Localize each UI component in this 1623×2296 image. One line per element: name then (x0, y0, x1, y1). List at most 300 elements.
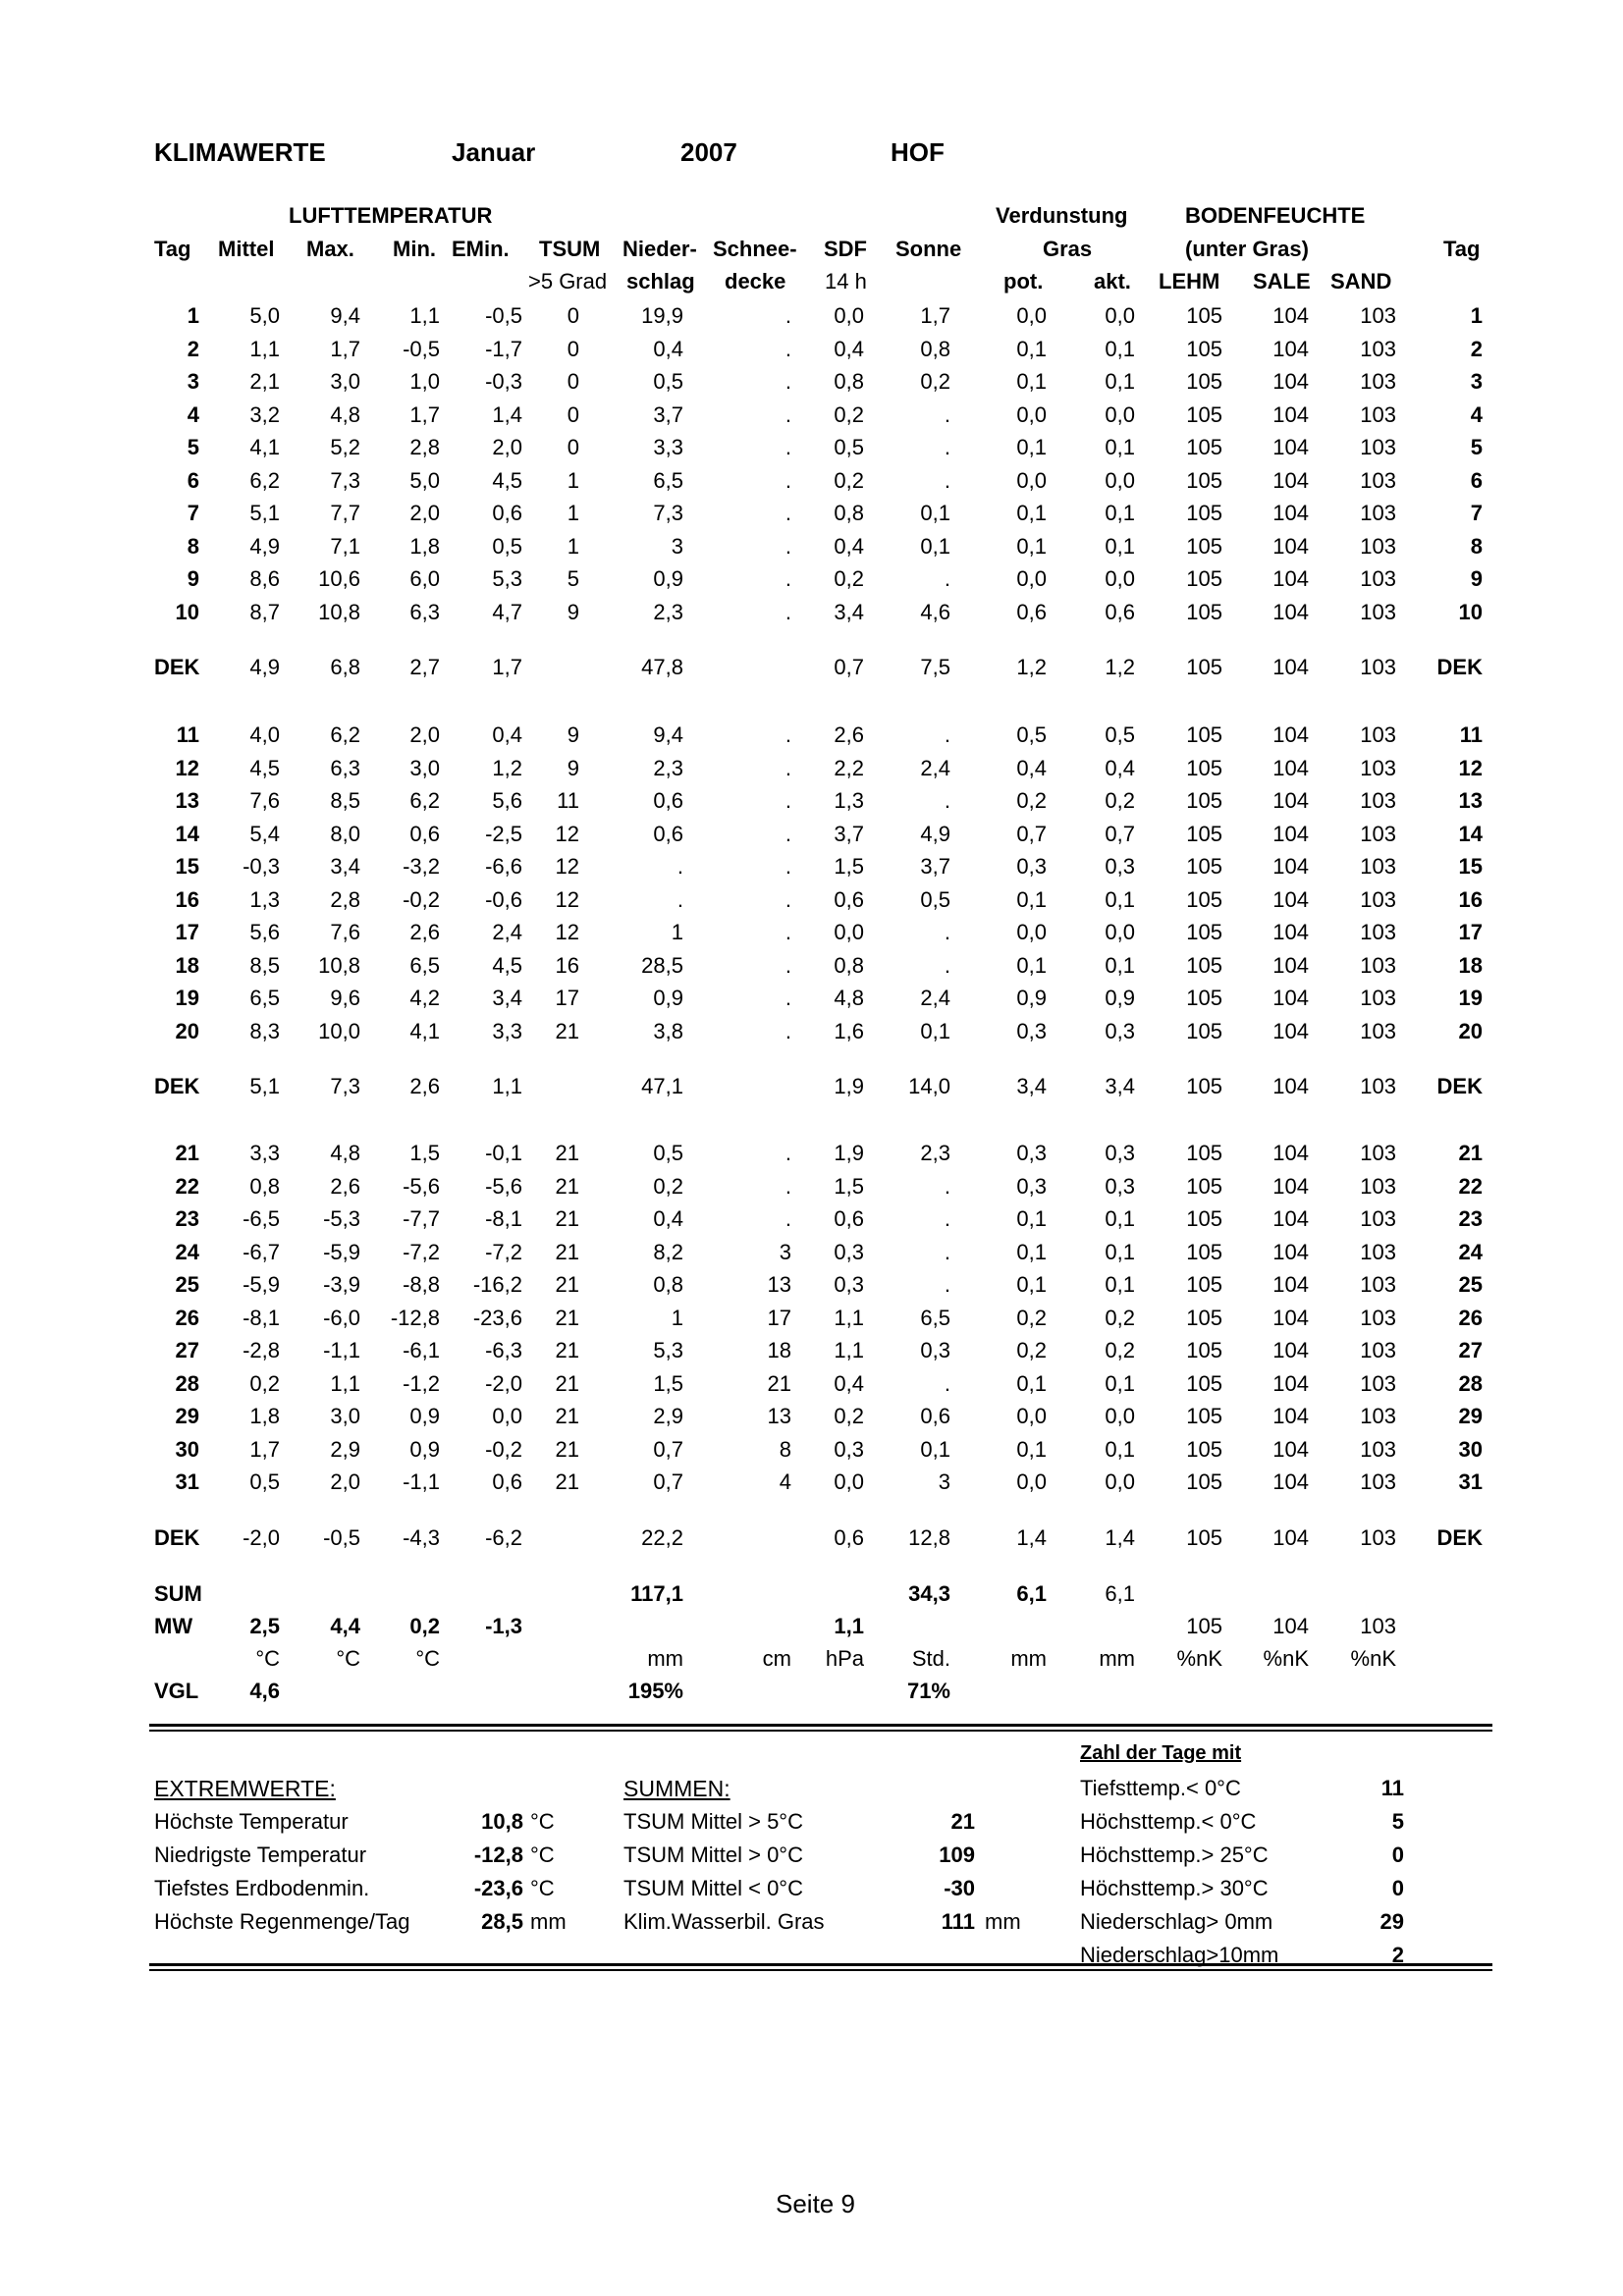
table-cell: 105 (1186, 1141, 1222, 1165)
table-cell: 0,0 (1105, 467, 1135, 493)
table-cell: 11 (557, 788, 579, 813)
table-cell: 8 (779, 1436, 791, 1462)
table-cell: 2,0 (409, 501, 440, 525)
table-cell: 0,6 (653, 788, 683, 813)
table-cell: 21 (555, 1141, 579, 1165)
table-cell: 105 (1186, 1370, 1222, 1396)
table-cell: 9,4 (653, 722, 683, 747)
table-cell: 103 (1360, 401, 1396, 427)
table-cell: . (784, 1173, 791, 1199)
table-cell: 104 (1272, 501, 1309, 525)
row-label-right: 6 (1470, 467, 1483, 493)
table-cell: 1,1 (409, 303, 440, 328)
table-cell: 9 (567, 722, 579, 747)
table-cell: 6,8 (330, 655, 360, 679)
table-cell: 103 (1360, 1614, 1396, 1638)
zahl-der-tage-label: Tiefsttemp.< 0°C (1080, 1776, 1241, 1800)
table-cell: -0,5 (485, 303, 522, 328)
row-label: 28 (175, 1370, 199, 1396)
table-cell: 1 (671, 920, 683, 944)
table-cell: 2,1 (249, 369, 280, 394)
table-cell: . (944, 435, 950, 459)
table-cell: -0,1 (485, 1141, 522, 1165)
report-title: KLIMAWERTE (154, 137, 326, 167)
table-cell: 1 (567, 501, 579, 525)
table-cell: 0,2 (1105, 788, 1135, 813)
table-cell: 0,7 (1105, 821, 1135, 846)
table-cell: cm (762, 1646, 791, 1671)
table-cell: -1,1 (323, 1338, 360, 1362)
table-cell: 104 (1272, 467, 1309, 493)
table-cell: 0,1 (1016, 1206, 1047, 1231)
table-cell: . (944, 467, 950, 493)
table-cell: 0,3 (834, 1436, 864, 1462)
table-cell: 4,9 (920, 821, 950, 846)
table-cell: 2,2 (834, 755, 864, 780)
table-cell: 2,7 (409, 655, 440, 679)
table-cell: 104 (1272, 599, 1309, 624)
table-cell: 2,3 (920, 1141, 950, 1165)
table-cell: 0,0 (1016, 401, 1047, 427)
column-header-label: Min. (393, 237, 436, 261)
table-cell: 3,4 (1105, 1074, 1135, 1098)
table-cell: 3,0 (409, 755, 440, 780)
table-cell: -2,8 (243, 1338, 280, 1362)
row-label: 11 (176, 722, 199, 747)
table-cell: 6,2 (409, 788, 440, 813)
table-cell: 105 (1186, 1525, 1222, 1550)
row-label-right: 22 (1458, 1173, 1483, 1199)
column-header-label: Nieder- (622, 237, 697, 261)
row-label-right: 15 (1458, 854, 1483, 879)
row-label-right: 10 (1458, 599, 1483, 624)
table-cell: 0,0 (834, 303, 864, 328)
table-cell: 0,6 (920, 1404, 950, 1428)
table-cell: 0,0 (834, 1469, 864, 1494)
table-cell: . (784, 435, 791, 459)
extremwerte-label: Niedrigste Temperatur (154, 1842, 367, 1867)
row-label-right: 21 (1458, 1141, 1483, 1165)
table-cell: 0,8 (834, 952, 864, 978)
table-cell: 4,1 (249, 435, 280, 459)
table-cell: . (784, 788, 791, 813)
table-cell: 0,4 (653, 336, 683, 361)
table-cell: 2,9 (330, 1436, 360, 1462)
table-cell: 1,4 (492, 401, 522, 427)
table-cell: 13 (767, 1404, 791, 1428)
table-cell: . (676, 854, 683, 879)
table-cell: 19,9 (641, 303, 683, 328)
table-cell: 0,0 (1016, 467, 1047, 493)
table-cell: 2,6 (409, 1074, 440, 1098)
table-cell: 3,3 (249, 1141, 280, 1165)
table-cell: 6,5 (653, 467, 683, 493)
table-cell: -6,1 (403, 1338, 440, 1362)
row-label-right: 14 (1458, 821, 1483, 846)
table-cell: 105 (1186, 303, 1222, 328)
row-label-right: 8 (1470, 533, 1483, 559)
table-cell: 104 (1272, 1614, 1309, 1638)
table-cell: Std. (911, 1646, 950, 1671)
column-subheader-label: SALE (1253, 269, 1311, 294)
table-cell: 0,1 (1016, 1239, 1047, 1264)
table-cell: 103 (1360, 566, 1396, 591)
table-cell: 2,0 (492, 435, 522, 459)
table-cell: 0,6 (1105, 599, 1135, 624)
column-header-label: EMin. (452, 237, 510, 261)
table-cell: 7,1 (330, 533, 360, 559)
table-cell: 0,1 (1105, 1239, 1135, 1264)
table-cell: 0,6 (492, 1469, 522, 1494)
table-cell: 0 (567, 435, 579, 459)
table-cell: 103 (1360, 788, 1396, 813)
table-cell: 2,5 (249, 1614, 280, 1638)
report-year: 2007 (680, 137, 737, 167)
table-cell: -16,2 (472, 1272, 522, 1297)
table-cell: 4 (779, 1469, 791, 1494)
table-cell: . (784, 401, 791, 427)
table-cell: 104 (1272, 788, 1309, 813)
table-cell: 0,2 (249, 1370, 280, 1396)
table-cell: 103 (1360, 336, 1396, 361)
summen-value: -30 (944, 1876, 975, 1900)
row-label-right: 7 (1470, 501, 1483, 525)
table-cell: 0,1 (1105, 369, 1135, 394)
table-cell: 12 (555, 886, 579, 912)
table-cell: . (784, 599, 791, 624)
table-cell: 0,1 (920, 501, 950, 525)
table-cell: 4,9 (249, 655, 280, 679)
table-cell: . (784, 303, 791, 328)
table-cell: 0,1 (1016, 952, 1047, 978)
table-cell: 0,2 (834, 467, 864, 493)
table-cell: . (944, 566, 950, 591)
table-cell: 21 (555, 1206, 579, 1231)
table-cell: 103 (1360, 1305, 1396, 1330)
table-cell: 104 (1272, 1305, 1309, 1330)
zahl-der-tage-value: 0 (1391, 1876, 1404, 1900)
table-cell: 4,5 (492, 467, 522, 493)
table-cell: mm (647, 1646, 683, 1671)
row-label: 23 (175, 1206, 199, 1231)
table-cell: 104 (1272, 303, 1309, 328)
table-cell: 0,1 (1105, 886, 1135, 912)
table-cell: 21 (555, 1272, 579, 1297)
col-group-header: Verdunstung (996, 203, 1128, 228)
extremwerte-value: -23,6 (473, 1876, 523, 1900)
table-cell: 104 (1272, 854, 1309, 879)
table-cell: 0,4 (834, 336, 864, 361)
table-cell: 3,3 (653, 435, 683, 459)
table-cell: -7,2 (485, 1239, 522, 1264)
table-cell: 1,6 (834, 1018, 864, 1043)
table-cell: 0,0 (492, 1404, 522, 1428)
table-cell: 103 (1360, 599, 1396, 624)
table-cell: 4,4 (330, 1614, 360, 1638)
table-cell: 2,0 (409, 722, 440, 747)
table-cell: 21 (555, 1404, 579, 1428)
table-cell: 104 (1272, 1525, 1309, 1550)
table-cell: 103 (1360, 467, 1396, 493)
row-label: 16 (175, 886, 199, 912)
table-cell: 8,5 (330, 788, 360, 813)
table-cell: 0,2 (1016, 788, 1047, 813)
table-cell: -5,9 (323, 1239, 360, 1264)
row-label-right: 23 (1458, 1206, 1483, 1231)
table-cell: 4,9 (249, 533, 280, 559)
row-label: 26 (175, 1305, 199, 1330)
table-cell: 8,6 (249, 566, 280, 591)
table-cell: 104 (1272, 401, 1309, 427)
table-cell: 105 (1186, 788, 1222, 813)
table-cell: -5,6 (485, 1173, 522, 1199)
table-cell: . (784, 986, 791, 1010)
table-cell: 0,1 (1016, 1436, 1047, 1462)
row-label: MW (154, 1614, 193, 1638)
table-cell: . (676, 886, 683, 912)
summen-value: 109 (939, 1842, 975, 1867)
table-cell: 5 (567, 566, 579, 591)
table-cell: -8,8 (403, 1272, 440, 1297)
table-cell: 2,4 (492, 920, 522, 944)
table-cell: 0,3 (1105, 854, 1135, 879)
table-cell: 103 (1360, 1018, 1396, 1043)
table-cell: 0,1 (1016, 1370, 1047, 1396)
table-cell: 5,3 (653, 1338, 683, 1362)
table-cell: °C (255, 1646, 280, 1671)
table-cell: 0 (567, 303, 579, 328)
table-cell: 0,1 (1105, 1272, 1135, 1297)
table-cell: . (784, 533, 791, 559)
summen-value: 111 (941, 1909, 975, 1934)
row-label: 30 (175, 1436, 199, 1462)
table-cell: 4,5 (492, 952, 522, 978)
column-header-label: TSUM (539, 237, 601, 261)
table-cell: 2,6 (409, 920, 440, 944)
row-label: 20 (175, 1018, 199, 1043)
col-group-header: LUFTTEMPERATUR (289, 203, 493, 228)
table-cell: 9,6 (330, 986, 360, 1010)
table-cell: . (784, 920, 791, 944)
table-cell: 105 (1186, 1206, 1222, 1231)
table-cell: 1,2 (1016, 655, 1047, 679)
extremwerte-label: Höchste Regenmenge/Tag (154, 1909, 410, 1934)
summen-unit: mm (985, 1909, 1021, 1934)
table-cell: 0,6 (1016, 599, 1047, 624)
table-cell: 0,1 (1105, 952, 1135, 978)
table-cell: 0,1 (1105, 533, 1135, 559)
row-label-right: 26 (1458, 1305, 1483, 1330)
table-cell: 104 (1272, 722, 1309, 747)
table-cell: 105 (1186, 1436, 1222, 1462)
table-cell: 0,2 (1105, 1305, 1135, 1330)
table-cell: 0,5 (920, 886, 950, 912)
row-label-right: 31 (1458, 1469, 1483, 1494)
table-cell: 7,7 (330, 501, 360, 525)
table-cell: . (944, 788, 950, 813)
table-cell: 0,9 (409, 1404, 440, 1428)
row-label: 2 (187, 336, 199, 361)
table-cell: . (784, 886, 791, 912)
column-subheader-label: SAND (1330, 269, 1392, 294)
table-cell: 0,9 (1105, 986, 1135, 1010)
extremwerte-unit: °C (530, 1842, 555, 1867)
table-cell: 105 (1186, 599, 1222, 624)
table-cell: 1 (567, 533, 579, 559)
extremwerte-value: 28,5 (481, 1909, 523, 1934)
table-cell: 3,8 (653, 1018, 683, 1043)
table-cell: 2,0 (330, 1469, 360, 1494)
table-cell: 3,4 (492, 986, 522, 1010)
table-cell: . (944, 401, 950, 427)
zahl-der-tage-label: Höchsttemp.> 30°C (1080, 1876, 1269, 1900)
table-cell: 0,1 (1105, 1436, 1135, 1462)
zahl-der-tage-label: Höchsttemp.< 0°C (1080, 1809, 1257, 1834)
zahl-der-tage-value: 29 (1380, 1909, 1404, 1934)
table-cell: 103 (1360, 821, 1396, 846)
table-cell: 0,1 (1105, 1370, 1135, 1396)
table-cell: 21 (767, 1370, 791, 1396)
table-cell: 0,1 (1016, 336, 1047, 361)
table-cell: 1,5 (409, 1141, 440, 1165)
table-cell: 5,3 (492, 566, 522, 591)
row-label: 4 (187, 401, 199, 427)
table-cell: 1 (671, 1305, 683, 1330)
table-cell: -0,5 (403, 336, 440, 361)
zahl-der-tage-value: 0 (1391, 1842, 1404, 1867)
table-cell: 0,3 (1105, 1173, 1135, 1199)
table-cell: 5,0 (249, 303, 280, 328)
table-cell: 0,5 (834, 435, 864, 459)
table-cell: 0,6 (653, 821, 683, 846)
table-cell: 9 (567, 755, 579, 780)
table-cell: -12,8 (390, 1305, 440, 1330)
table-cell: 0,1 (1105, 336, 1135, 361)
row-label-right: 19 (1458, 986, 1483, 1010)
table-cell: 0,4 (492, 722, 522, 747)
table-cell: 6,1 (1105, 1581, 1135, 1606)
row-label: 18 (175, 952, 199, 978)
table-cell: 105 (1186, 566, 1222, 591)
table-cell: 34,3 (908, 1581, 950, 1606)
table-cell: 6,3 (330, 755, 360, 780)
table-cell: 4,1 (409, 1018, 440, 1043)
table-cell: 8,0 (330, 821, 360, 846)
table-cell: 71% (906, 1679, 950, 1703)
extremwerte-value: 10,8 (481, 1809, 523, 1834)
table-cell: 6,2 (249, 467, 280, 493)
table-cell: 13 (767, 1272, 791, 1297)
row-label-right: DEK (1436, 1074, 1483, 1098)
table-cell: -5,6 (403, 1173, 440, 1199)
column-subheader-label: >5 Grad (528, 269, 608, 294)
table-cell: 103 (1360, 303, 1396, 328)
table-cell: 0 (567, 401, 579, 427)
table-cell: °C (415, 1646, 440, 1671)
table-cell: 3,2 (249, 401, 280, 427)
table-cell: 16 (555, 952, 579, 978)
zahl-der-tage-label: Niederschlag> 0mm (1080, 1909, 1273, 1934)
table-cell: 104 (1272, 1469, 1309, 1494)
table-cell: -0,5 (323, 1525, 360, 1550)
table-cell: 28,5 (641, 952, 683, 978)
table-cell: -6,6 (485, 854, 522, 879)
table-cell: 18 (767, 1338, 791, 1362)
table-cell: 104 (1272, 1141, 1309, 1165)
table-cell: 105 (1186, 1018, 1222, 1043)
table-cell: 1,4 (1016, 1525, 1047, 1550)
table-cell: 195% (627, 1679, 683, 1703)
row-label: 8 (187, 533, 199, 559)
extremwerte-label: Tiefstes Erdbodenmin. (154, 1876, 370, 1900)
row-label: 21 (175, 1141, 199, 1165)
row-label-right: 3 (1470, 369, 1483, 394)
table-cell: 105 (1186, 854, 1222, 879)
table-cell: 103 (1360, 722, 1396, 747)
table-cell: 0,4 (834, 533, 864, 559)
table-cell: 21 (555, 1305, 579, 1330)
table-cell: -0,6 (485, 886, 522, 912)
table-cell: 0,2 (409, 1614, 440, 1638)
page-number: Seite 9 (776, 2189, 855, 2218)
column-header-label: Schnee- (713, 237, 797, 261)
row-label: 1 (187, 303, 199, 328)
table-cell: hPa (825, 1646, 864, 1671)
table-cell: 0,2 (653, 1173, 683, 1199)
table-cell: 7,3 (330, 1074, 360, 1098)
table-cell: 105 (1186, 1338, 1222, 1362)
table-cell: 103 (1360, 655, 1396, 679)
table-cell: 105 (1186, 369, 1222, 394)
table-cell: 104 (1272, 533, 1309, 559)
table-cell: %nK (1176, 1646, 1222, 1671)
row-label: DEK (154, 1074, 200, 1098)
table-cell: 21 (555, 1018, 579, 1043)
table-cell: . (944, 920, 950, 944)
report-station: HOF (891, 137, 945, 167)
table-cell: 1,5 (653, 1370, 683, 1396)
table-cell: . (944, 1206, 950, 1231)
table-cell: 0,8 (653, 1272, 683, 1297)
column-subheader-label: decke (725, 269, 786, 294)
table-cell: 105 (1186, 1614, 1222, 1638)
table-cell: 105 (1186, 952, 1222, 978)
table-cell: 105 (1186, 533, 1222, 559)
table-cell: -1,2 (403, 1370, 440, 1396)
table-cell: 10,6 (318, 566, 360, 591)
table-cell: 0,1 (1016, 501, 1047, 525)
table-cell: 105 (1186, 821, 1222, 846)
table-cell: 0,2 (1105, 1338, 1135, 1362)
row-label: SUM (154, 1581, 202, 1606)
table-cell: 103 (1360, 533, 1396, 559)
table-cell: -1,1 (403, 1469, 440, 1494)
row-label: 22 (175, 1173, 199, 1199)
table-cell: -3,2 (403, 854, 440, 879)
table-cell: 103 (1360, 1272, 1396, 1297)
table-cell: -1,3 (485, 1614, 522, 1638)
divider-bottom-1 (149, 1963, 1492, 1966)
column-subheader-label: schlag (626, 269, 695, 294)
table-cell: 1,7 (249, 1436, 280, 1462)
table-cell: 6,3 (409, 599, 440, 624)
table-cell: -7,2 (403, 1239, 440, 1264)
table-cell: 4,5 (249, 755, 280, 780)
table-cell: 0,4 (1016, 755, 1047, 780)
row-label-right: DEK (1436, 655, 1483, 679)
table-cell: 0,1 (1105, 501, 1135, 525)
row-label: 10 (175, 599, 199, 624)
